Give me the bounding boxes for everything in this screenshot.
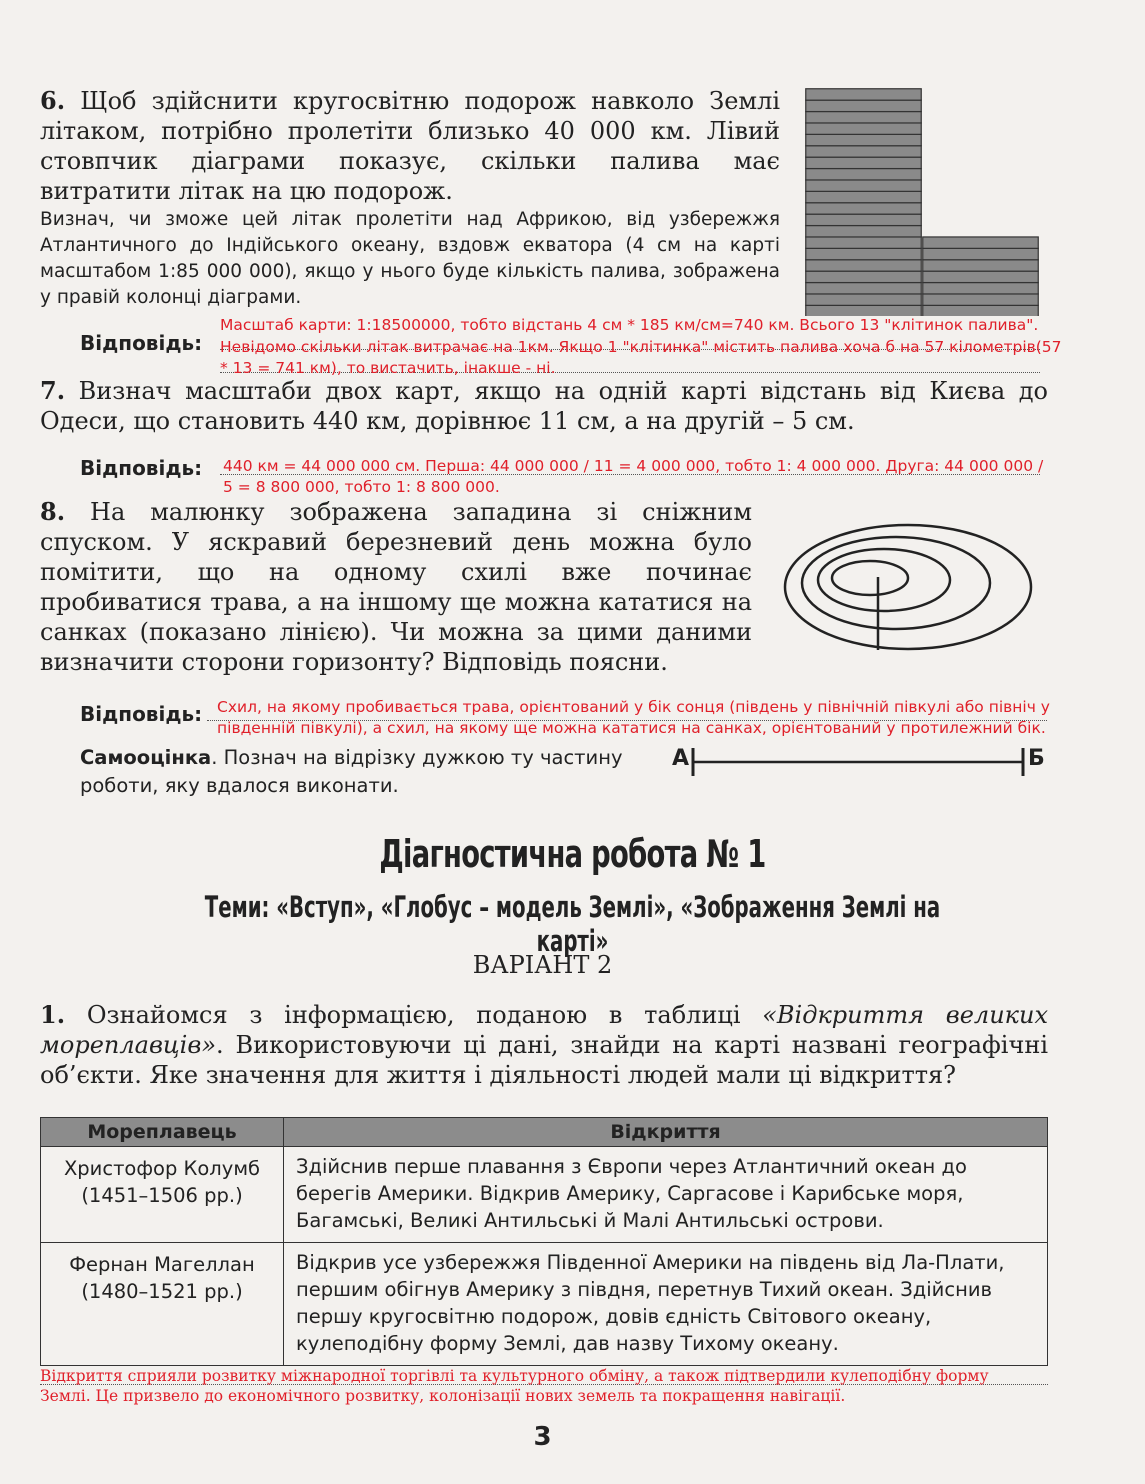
- section-title-wrap: [0, 832, 1145, 876]
- segment-start-label: А: [672, 746, 690, 771]
- task6-answer-row: Невідомо скільки літак витрачає на 1км. Якщо 1 "клітинка" містить палива хоча б на 57 кілометрів(57: [220, 338, 1062, 356]
- self-assessment-segment[interactable]: [690, 745, 1026, 779]
- task1-question-end: . Використовуючи ці дані, знайди на карті названі географічні об’єкти. Яке значення для життя і діяльності людей мали ці відкриття?: [40, 1031, 1048, 1089]
- task8-answer[interactable]: [217, 697, 1067, 738]
- fuel-cell-left: [806, 203, 922, 214]
- fuel-cell-left: [806, 89, 922, 100]
- table-row: [41, 1147, 1048, 1243]
- task6-answer-row: Масштаб карти: 1:18500000, тобто відстань 4 см * 185 км/см=740 км. Всього 13 "клітинок палива".: [220, 316, 1039, 334]
- navigator-name: Христофор Колумб: [63, 1157, 261, 1180]
- fuel-cell-left: [806, 226, 922, 237]
- task7-answer-row: 5 = 8 800 000, тобто 1: 8 800 000.: [223, 478, 500, 496]
- navigator-cell: [41, 1147, 284, 1243]
- discovery-cell: Відкрив усе узбережжя Південної Америки на південь від Ла-Плати, першим обігнув Америку з півдня, перетнув Тихий океан. Здійснив першу кругосвітню подорож, довів єдність Світового океану, кулеподібну форму Землі, дав назву Тихому океану.: [284, 1243, 1048, 1366]
- task1-answer-row: Землі. Це призвело до економічного розвитку, колонізації нових земель та покращення навігації.: [40, 1387, 846, 1405]
- fuel-cell-right: [923, 248, 1039, 259]
- fuel-cell-left: [806, 123, 922, 134]
- table-header-row: [41, 1118, 1048, 1147]
- page-number: 3: [533, 1422, 552, 1452]
- task1-number: 1.: [40, 1000, 66, 1029]
- depression-contour-drawing: [780, 515, 1040, 665]
- task8-question: На малюнку зображена западина зі сніжним спуском. У яскравий березневий день можна було помітити, що на одному схилі вже починає пробиватися трава, а на іншому ще можна кататися на санках (показано лінією). Чи можна за цими даними визначити сторони горизонту? Відповідь поясни.: [40, 498, 752, 676]
- variant-label: ВАРІАНТ 2: [472, 951, 613, 979]
- fuel-cell-left: [806, 169, 922, 180]
- fuel-cell-right: [923, 294, 1039, 305]
- self-assessment-label: Самооцінка: [80, 746, 212, 769]
- task6-answer-row: * 13 = 741 км), то вистачить, інакше - ні.: [220, 359, 556, 377]
- fuel-cell-left: [806, 214, 922, 225]
- fuel-diagram: [805, 88, 1040, 316]
- self-assessment-text: . Познач на відрізку дужкою ту частину роботи, яку вдалося виконати.: [80, 746, 623, 797]
- discoveries-table: [40, 1117, 1048, 1366]
- fuel-cell-left: [806, 180, 922, 191]
- fuel-cell-left: [806, 248, 922, 259]
- fuel-cell-left: [806, 157, 922, 168]
- task7-answer-row: 440 км = 44 000 000 см. Перша: 44 000 000 / 11 = 4 000 000, тобто 1: 4 000 000. Друга: 44 000 000 /: [223, 457, 1044, 475]
- section-title: Діагностична робота № 1: [379, 832, 766, 876]
- self-assessment: [80, 744, 680, 800]
- task1-table-title: «Відкриття великих мореплавців»: [40, 1001, 1048, 1059]
- segment-end-label: Б: [1028, 746, 1045, 771]
- task1-text: [40, 1000, 1048, 1090]
- fuel-cell-right: [923, 283, 1039, 294]
- fuel-cell-left: [806, 134, 922, 145]
- header-navigator: Мореплавець: [41, 1118, 284, 1147]
- fuel-cell-left: [806, 100, 922, 111]
- fuel-cell-left: [806, 237, 922, 248]
- task6-number: 6.: [40, 86, 66, 115]
- task8-text: [40, 497, 752, 677]
- task6-answer[interactable]: [220, 315, 1060, 378]
- discovery-cell: Здійснив перше плавання з Європи через Атлантичний океан до берегів Америки. Відкрив Америку, Саргасове і Карибське моря, Багамські, Великі Антильські й Малі Антильські острови.: [284, 1147, 1048, 1243]
- task6-subtext: Визнач, чи зможе цей літак пролетіти над Африкою, від узбережжя Атлантичного до Індійського океану, вздовж екватора (4 см на карті масштабом 1:85 000 000), якщо у нього буде кількість палива, зображена у правій колонці діаграми.: [40, 209, 780, 308]
- fuel-cell-left: [806, 191, 922, 202]
- task8-answer-label: Відповідь:: [80, 702, 203, 726]
- task8-answer-row: південній півкулі), а схил, на якому ще можна кататися на санках, орієнтований у протилежний бік.: [217, 719, 1046, 737]
- header-discovery: Відкриття: [284, 1118, 1048, 1147]
- task6-text: [40, 86, 780, 206]
- task7-answer[interactable]: [223, 456, 1063, 497]
- task7-text: [40, 376, 1048, 436]
- fuel-cell-right: [923, 237, 1039, 248]
- section-topics-wrap: [0, 890, 1145, 958]
- task7-number: 7.: [40, 376, 66, 405]
- fuel-cell-left: [806, 294, 922, 305]
- navigator-name: Фернан Магеллан: [69, 1253, 255, 1276]
- section-topics: Теми: «Вступ», «Глобус – модель Землі», «Зображення Землі на карті»: [204, 890, 941, 958]
- fuel-cell-left: [806, 260, 922, 271]
- fuel-cell-left: [806, 283, 922, 294]
- navigator-cell: [41, 1243, 284, 1366]
- task8-answer-row: Схил, на якому пробивається трава, орієнтований у бік сонця (південь у північній півкулі або північ у: [217, 698, 1050, 716]
- fuel-cell-left: [806, 146, 922, 157]
- fuel-cell-right: [923, 260, 1039, 271]
- fuel-cell-left: [806, 271, 922, 282]
- task7-question: Визнач масштаби двох карт, якщо на одній карті відстань від Києва до Одеси, що становить 440 км, дорівнює 11 см, а на другій – 5 см.: [40, 377, 1048, 435]
- task1-answer[interactable]: [40, 1366, 1100, 1406]
- task8-number: 8.: [40, 497, 66, 526]
- task1-answer-row: Відкриття сприяли розвитку міжнародної торгівлі та культурного обміну, а також підтвердили кулеподібну форму: [40, 1367, 989, 1385]
- task1-question-start: Ознайомся з інформацією, поданою в таблиці: [86, 1001, 763, 1029]
- discoveries-table-wrap: [40, 1117, 1048, 1366]
- fuel-cell-left: [806, 112, 922, 123]
- fuel-cell-right: [923, 271, 1039, 282]
- navigator-years: (1451–1506 рр.): [81, 1184, 243, 1207]
- task6-answer-label: Відповідь:: [80, 331, 203, 355]
- table-row: [41, 1243, 1048, 1366]
- task7-answer-label: Відповідь:: [80, 456, 203, 480]
- navigator-years: (1480–1521 рр.): [81, 1280, 243, 1303]
- task6-question: Щоб здійснити кругосвітню подорож навколо Землі літаком, потрібно пролетіти близько 40 000 км. Лівий стовпчик діаграми показує, скільки палива має витратити літак на цю подорож.: [40, 87, 780, 205]
